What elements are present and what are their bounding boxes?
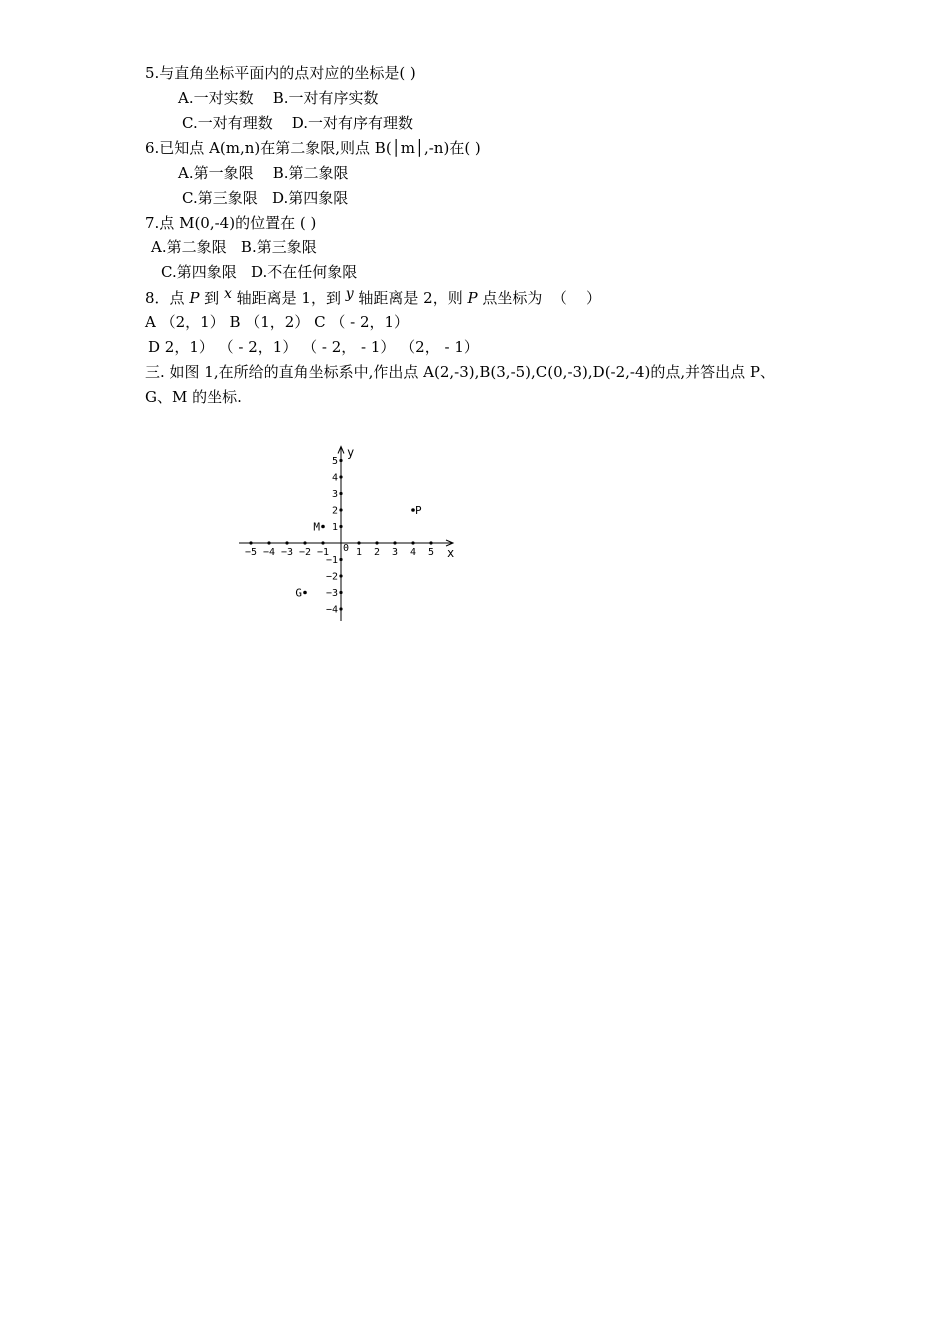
- point-p-symbol: P: [467, 289, 478, 307]
- y-tick-label: −2: [325, 571, 338, 583]
- y-tick-mark: [339, 475, 342, 478]
- x-tick-label: −3: [280, 547, 294, 558]
- x-tick-mark: [285, 541, 288, 544]
- q5-option-d: D.一对有序有理数: [291, 114, 414, 132]
- y-tick-label: 5: [331, 456, 338, 467]
- q5-option-b: B.一对有序实数: [272, 89, 379, 107]
- point-m-marker: [321, 525, 325, 529]
- y-tick-mark: [339, 492, 342, 495]
- q7-option-a: A.第二象限: [151, 238, 227, 256]
- y-axis-label: y: [347, 445, 355, 460]
- x-tick-label: −4: [262, 547, 276, 558]
- q6-stem: 6.已知点 A(m,n)在第二象限,则点 B(│m│,-n)在( ): [145, 139, 481, 157]
- x-tick-mark: [375, 541, 378, 544]
- plane-axes: [239, 447, 453, 622]
- q5-options-row1: [178, 89, 378, 107]
- y-tick-mark: [339, 558, 342, 561]
- point-g-marker: [303, 591, 307, 595]
- q8-stem: 8．点 P 到 x 轴距离是 1，到 y 轴距离是 2，则 P 点坐标为 （ ）: [145, 286, 601, 307]
- x-tick-label: 3: [391, 547, 399, 558]
- x-tick-label: −5: [244, 547, 258, 558]
- q6-options-row2: [182, 189, 348, 207]
- y-tick-mark: [339, 508, 342, 511]
- x-tick-mark: [249, 541, 252, 544]
- x-tick-mark: [321, 541, 324, 544]
- x-tick-label: 1: [355, 547, 363, 558]
- q8-options-abc: A （2，1） B （1，2） C （ - 2，1）: [145, 313, 410, 331]
- y-tick-label: 1: [331, 522, 338, 533]
- q7-options-row2: [161, 263, 357, 281]
- q6-option-d: D.第四象限: [272, 189, 349, 207]
- q5-stem: 5.与直角坐标平面内的点对应的坐标是( ): [145, 64, 416, 82]
- y-tick-mark: [339, 574, 342, 577]
- x-tick-mark: [303, 541, 306, 544]
- q6-option-c: C.第三象限: [182, 189, 258, 207]
- x-tick-mark: [357, 541, 360, 544]
- point-p-symbol: P: [189, 289, 200, 307]
- plane-ticks: [245, 456, 434, 616]
- y-tick-label: 3: [331, 489, 338, 500]
- q7-options-row1: [151, 238, 317, 256]
- x-tick-label: −1: [316, 547, 330, 558]
- y-tick-label: 4: [331, 472, 338, 484]
- q5-options-row2: [182, 114, 413, 132]
- q8-options-d: D 2，1） （ - 2，1） （ - 2， - 1） （2， - 1）: [148, 338, 479, 356]
- y-tick-mark: [339, 591, 342, 594]
- y-tick-mark: [339, 459, 342, 462]
- origin-label: 0: [343, 543, 350, 554]
- x-axis-label: x: [447, 546, 455, 560]
- x-tick-mark: [411, 541, 414, 544]
- q7-option-b: B.第三象限: [240, 238, 317, 256]
- x-tick-mark: [393, 541, 396, 544]
- section3-line1: 三. 如图 1,在所给的直角坐标系中,作出点 A(2,-3),B(3,-5),C(0,-3),D(-2,-4)的点,并答出点 P、: [145, 363, 776, 381]
- x-tick-label: −2: [298, 547, 312, 558]
- section3-line2: G、M 的坐标.: [145, 388, 242, 406]
- y-symbol: y: [345, 286, 354, 302]
- q7-option-c: C.第四象限: [161, 263, 237, 281]
- q6-option-b: B.第二象限: [272, 164, 349, 182]
- q6-option-a: A.第一象限: [178, 164, 254, 182]
- q5-option-a: A.一对实数: [178, 89, 254, 107]
- y-tick-label: 2: [331, 505, 338, 517]
- x-tick-label: 5: [427, 547, 435, 558]
- x-tick-mark: [429, 541, 432, 544]
- q7-option-d: D.不在任何象限: [251, 263, 358, 281]
- q5-option-c: C.一对有理数: [182, 114, 273, 132]
- point-p-label: P: [415, 504, 422, 517]
- point-g-label: G: [295, 586, 302, 600]
- x-tick-mark: [267, 541, 270, 544]
- y-tick-mark: [339, 525, 342, 528]
- y-tick-label: −3: [325, 588, 338, 599]
- x-tick-label: 2: [373, 547, 381, 558]
- q6-options-row1: [178, 164, 348, 182]
- x-tick-label: 4: [409, 547, 417, 558]
- y-tick-label: −4: [325, 604, 338, 616]
- q7-stem: 7.点 M(0,-4)的位置在 ( ): [145, 214, 317, 232]
- x-symbol: x: [223, 286, 232, 302]
- y-tick-label: −1: [325, 555, 338, 566]
- point-m-label: M: [313, 520, 320, 534]
- y-tick-mark: [339, 607, 342, 610]
- coordinate-plane: [230, 436, 470, 631]
